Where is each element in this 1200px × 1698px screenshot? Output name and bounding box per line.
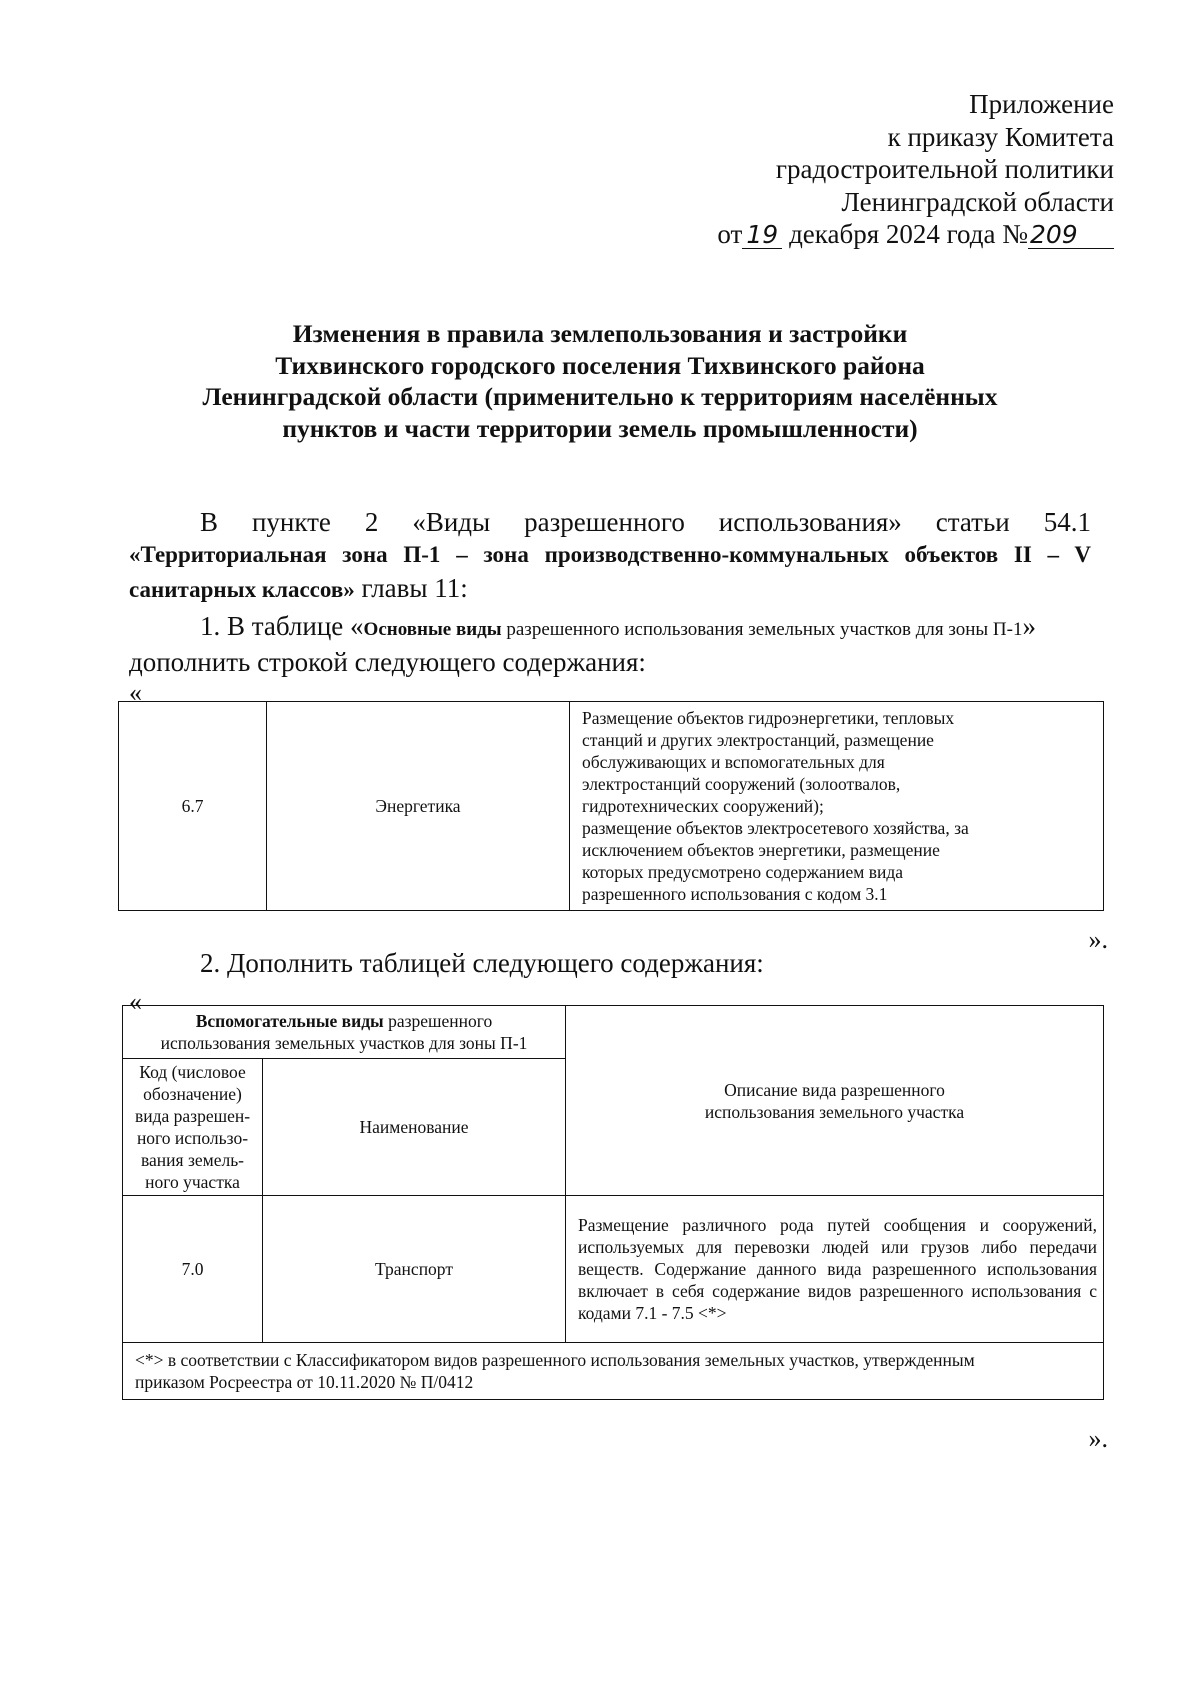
- close-quote: ».: [1088, 925, 1108, 954]
- header-code-line: вида разрешен-: [134, 1106, 251, 1126]
- header-code-line: вания земель-: [140, 1150, 245, 1170]
- intro-line-1: [129, 505, 1091, 539]
- date-prefix: от: [717, 219, 743, 249]
- table-header-code: [123, 1059, 263, 1196]
- appendix-line: к приказу Комитета: [887, 121, 1114, 152]
- table-auxiliary: [122, 1005, 1104, 1400]
- title-line: пунктов и части территории земель промышленности): [282, 413, 918, 443]
- footnote-line: <*> в соответствии с Классификатором видов разрешенного использования земельных участков, утвержденным: [135, 1350, 975, 1370]
- item-1-line-1: [129, 610, 1091, 646]
- item-1-table-name: [364, 619, 1023, 640]
- table-cell-desc: Размещение различного рода путей сообщения и сооружений, используемых для перевозки людей или грузов либо передачи веществ. Содержание данного вида разрешенного использования включает в себя содержание видов разрешенного использования с кодами 7.1 - 7.5 <*>: [566, 1196, 1104, 1343]
- title-line: Ленинградской области (применительно к территориям населённых: [202, 382, 998, 411]
- header-code-line: Код (числовое: [139, 1062, 246, 1082]
- title-line: Тихвинского городского поселения Тихвинского района: [275, 350, 925, 380]
- item-1-line-2: дополнить строкой следующего содержания:: [129, 647, 646, 677]
- item-1-close-quote: »: [1022, 611, 1036, 641]
- footnote-line: приказом Росреестра от 10.11.2020 № П/0412: [135, 1372, 474, 1392]
- appendix-date-line: [717, 218, 1114, 251]
- handwritten-day: 19: [742, 222, 782, 249]
- desc-line: обслуживающих и вспомогательных для: [582, 752, 885, 772]
- table-cell-code: 6.7: [119, 702, 267, 911]
- group-header-line: [127, 1010, 561, 1032]
- group-header-rest: разрешенного: [383, 1011, 493, 1031]
- intro-tail: главы 11:: [354, 573, 468, 603]
- table-note-row: [123, 1343, 1104, 1400]
- group-header-line: использования земельных участков для зоны П-1: [160, 1033, 528, 1053]
- header-desc-line: Описание вида разрешенного: [724, 1079, 945, 1100]
- item-1: [129, 610, 1091, 678]
- item-2: 2. Дополнить таблицей следующего содержания:: [200, 948, 764, 978]
- appendix-line: Ленинградской области: [841, 186, 1114, 217]
- desc-line: размещение объектов электросетевого хозяйства, за: [582, 818, 969, 838]
- close-quote: ».: [1088, 1424, 1108, 1453]
- intro-word: разрешенного: [524, 507, 685, 537]
- desc-line: исключением объектов энергетики, размещение: [582, 840, 940, 860]
- table-row: [123, 1196, 1104, 1343]
- open-quote: «: [129, 987, 142, 1016]
- header-desc-line: использования земельного участка: [704, 1101, 965, 1122]
- item-1-rest: разрешенного использования земельных участков для зоны П-1: [501, 619, 1023, 640]
- title-line: Изменения в правила землепользования и застройки: [292, 319, 908, 348]
- desc-line: которых предусмотрено содержанием вида: [582, 862, 904, 882]
- item-1-open-quote: «: [350, 611, 364, 641]
- intro-word: статьи: [935, 507, 1010, 537]
- desc-line: станций и других электростанций, размещение: [582, 730, 934, 750]
- desc-line: Размещение объектов гидроэнергетики, тепловых: [582, 708, 955, 728]
- intro-word: В: [200, 507, 219, 537]
- desc-line: электростанций сооружений (золоотвалов,: [582, 774, 901, 794]
- table-header-name: Наименование: [263, 1059, 566, 1196]
- appendix-line: Приложение: [969, 89, 1114, 119]
- handwritten-number: 209: [1028, 222, 1114, 249]
- table-row: [119, 702, 1104, 911]
- intro-word: 54.1: [1043, 507, 1091, 537]
- item-1-bold: Основные виды: [363, 619, 502, 640]
- table-cell-desc: [570, 702, 1104, 911]
- intro-word: «Виды: [412, 507, 491, 537]
- header-code-line: ного использо-: [136, 1128, 249, 1148]
- table-energy: [118, 701, 1104, 911]
- intro-bold-end: санитарных классов»: [129, 577, 355, 602]
- desc-line: гидротехнических сооружений);: [582, 796, 824, 816]
- document-title: [120, 318, 1080, 444]
- intro-word: пункте: [251, 507, 331, 537]
- intro-bold-line: «Территориальная зона П-1 – зона производственно-коммунальных объектов II – V: [129, 542, 1091, 567]
- appendix-line: градостроительной политики: [775, 154, 1114, 184]
- date-text: декабря 2024 года №: [789, 219, 1028, 249]
- table-cell-name: Энергетика: [267, 702, 570, 911]
- header-code-line: обозначение): [143, 1084, 242, 1104]
- desc-line: разрешенного использования с кодом 3.1: [582, 884, 888, 904]
- group-header-bold: Вспомогательные виды: [195, 1011, 384, 1031]
- table-footnote: [123, 1343, 1104, 1400]
- table-cell-code: 7.0: [123, 1196, 263, 1343]
- table-group-header: [123, 1006, 566, 1059]
- intro-paragraph: [129, 505, 1091, 607]
- header-code-line: ного участка: [145, 1172, 240, 1192]
- intro-word: использования»: [718, 507, 902, 537]
- table-cell-name: Транспорт: [263, 1196, 566, 1343]
- item-1-num: 1. В таблице: [200, 611, 344, 641]
- table-header-row: [123, 1006, 1104, 1059]
- intro-word: 2: [364, 507, 379, 537]
- intro-line-3: [129, 571, 1091, 607]
- appendix-header: [717, 88, 1114, 251]
- open-quote: «: [129, 678, 142, 707]
- table-header-desc: [566, 1006, 1104, 1196]
